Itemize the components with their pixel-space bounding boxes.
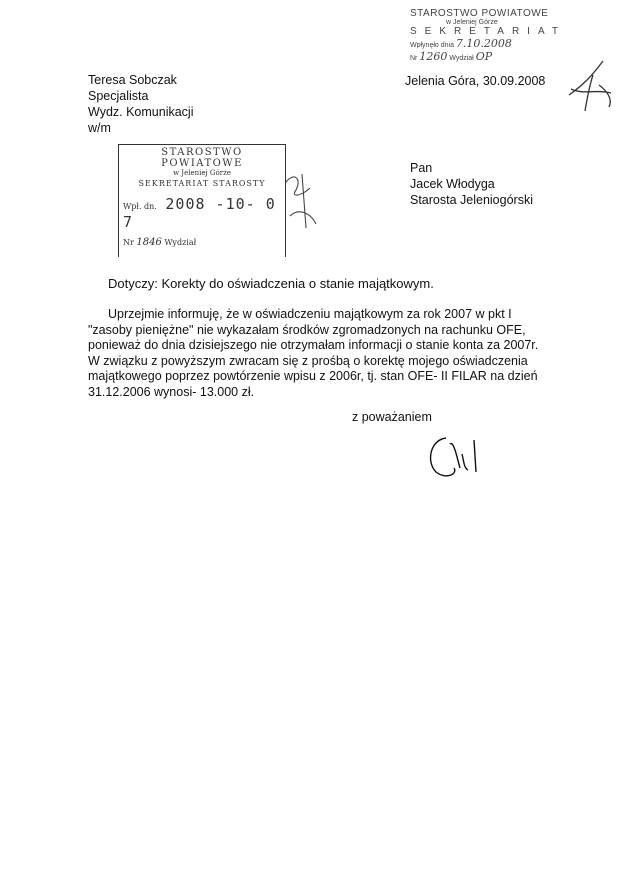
stamp-secretariat: SEKRETARIAT bbox=[410, 26, 566, 37]
sender-location: w/m bbox=[88, 121, 111, 135]
closing: z poważaniem bbox=[352, 410, 432, 424]
recipient-title: Starosta Jeleniogórski bbox=[410, 193, 533, 207]
body-line: 31.12.2006 wynosi- 13.000 zł. bbox=[88, 384, 255, 399]
sender-position: Specjalista bbox=[88, 89, 149, 103]
stamp-received-label: Wpłynęło dnia bbox=[410, 42, 454, 49]
stamp-dept-label: Wydział bbox=[164, 238, 197, 247]
body-line: W związku z powyższym zwracam się z prośbą o korektę mojego oświadczenia bbox=[88, 353, 528, 368]
sender-department: Wydz. Komunikacji bbox=[88, 105, 194, 119]
handwritten-mark bbox=[282, 168, 322, 238]
sender-block bbox=[88, 72, 193, 136]
recipient-name: Jacek Włodyga bbox=[410, 177, 495, 191]
stamp-dept-value: OP bbox=[475, 50, 493, 63]
body-line: "zasoby pieniężne" nie wykazałam środków zgromadzonych na rachunku OFE, bbox=[88, 322, 526, 337]
stamp-office-city: w Jeleniej Górze bbox=[446, 19, 498, 26]
stamp-date-label: Wpł. dn. bbox=[123, 202, 157, 211]
stamp-date-row bbox=[123, 195, 285, 231]
body-line: ponieważ do dnia dzisiejszego nie otrzymałam informacji o stanie konta za 2007r. bbox=[88, 338, 539, 353]
stamp-date-value: 2008 -10- 0 7 bbox=[123, 195, 276, 231]
body-line: Uprzejmie informuję, że w oświadczeniu majątkowym za rok 2007 w pkt I bbox=[108, 307, 512, 321]
signature bbox=[424, 432, 484, 482]
stamp-received-value: 7.10.2008 bbox=[455, 37, 512, 50]
sender-name: Teresa Sobczak bbox=[88, 73, 177, 87]
body-line: majątkowego poprzez powtórzenie wpisu z 2006r, tj. stan OFE- II FILAR na dzień bbox=[88, 369, 538, 384]
stamp-received-row bbox=[410, 37, 560, 50]
handwritten-signature bbox=[563, 55, 618, 115]
subject-line: Dotyczy: Korekty do oświadczenia o stanie majątkowym. bbox=[108, 276, 434, 291]
stamp-office-name: STAROSTWO POWIATOWE bbox=[410, 8, 549, 19]
stamp-office-city: w Jeleniej Górze bbox=[173, 169, 231, 177]
received-stamp bbox=[410, 8, 566, 72]
stamp-nr-value: 1260 bbox=[419, 50, 448, 63]
stamp-office-name: STAROSTWO POWIATOWE bbox=[161, 147, 243, 169]
stamp-dept-label: Wydział bbox=[449, 55, 474, 62]
stamp-nr-row bbox=[123, 237, 196, 248]
starosta-secretariat-stamp bbox=[118, 144, 286, 257]
stamp-nr-row bbox=[410, 50, 560, 63]
recipient-salutation: Pan bbox=[410, 161, 433, 175]
letter-body bbox=[88, 307, 568, 401]
stamp-nr-value: 1846 bbox=[136, 237, 162, 248]
stamp-nr-label: Nr bbox=[123, 238, 134, 247]
place-date: Jelenia Góra, 30.09.2008 bbox=[405, 74, 546, 88]
stamp-secretariat: SEKRETARIAT STAROSTY bbox=[138, 179, 266, 188]
recipient-block bbox=[410, 160, 533, 208]
stamp-nr-label: Nr bbox=[410, 55, 418, 62]
